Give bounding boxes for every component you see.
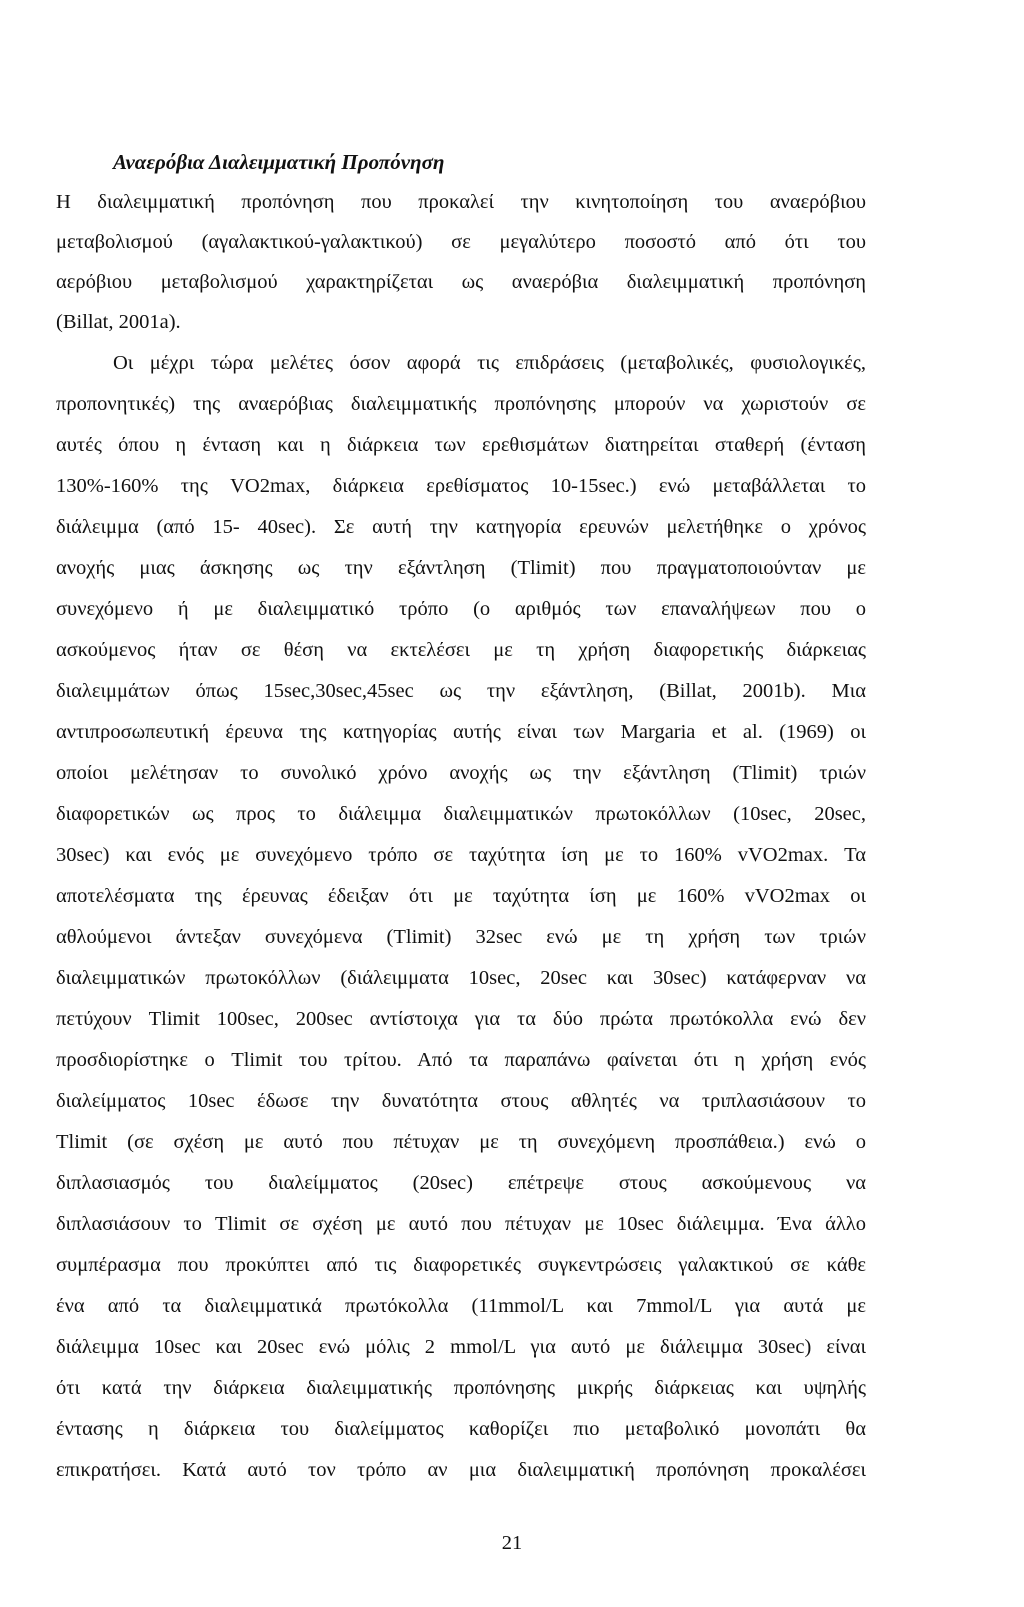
text-line: αποτελέσματα της έρευνας έδειξαν ότι με ταχύτητα ίση με 160% vVO2max οι xyxy=(56,885,866,907)
section-heading: Αναερόβια Διαλειμματική Προπόνηση xyxy=(113,150,445,174)
text-line: 130%-160% της VO2max, διάρκεια ερεθίσματος 10-15sec.) ενώ μεταβάλλεται το xyxy=(56,475,866,497)
text-line: Tlimit (σε σχέση με αυτό που πέτυχαν με τη συνεχόμενη προσπάθεια.) ενώ ο xyxy=(56,1131,866,1153)
text-line: ότι κατά την διάρκεια διαλειμματικής προπόνησης μικρής διάρκειας και υψηλής xyxy=(56,1377,866,1399)
text-line: αυτές όπου η ένταση και η διάρκεια των ερεθισμάτων διατηρείται σταθερή (ένταση xyxy=(56,434,866,456)
text-line: έντασης η διάρκεια του διαλείμματος καθορίζει πιο μεταβολικό μονοπάτι θα xyxy=(56,1418,866,1440)
text-line: ανοχής μιας άσκησης ως την εξάντληση (Tlimit) που πραγματοποιούνταν με xyxy=(56,557,866,579)
text-line: Οι μέχρι τώρα μελέτες όσον αφορά τις επιδράσεις (μεταβολικές, φυσιολογικές, xyxy=(113,352,866,374)
text-line: Η διαλειμματική προπόνηση που προκαλεί την κινητοποίηση του αναερόβιου xyxy=(56,191,866,213)
text-line: προσδιορίστηκε ο Tlimit του τρίτου. Από τα παραπάνω φαίνεται ότι η χρήση ενός xyxy=(56,1049,866,1071)
text-line: αντιπροσωπευτική έρευνα της κατηγορίας αυτής είναι των Margaria et al. (1969) οι xyxy=(56,721,866,743)
text-line: διπλασιάσουν το Tlimit σε σχέση με αυτό που πέτυχαν με 10sec διάλειμμα. Ένα άλλο xyxy=(56,1213,866,1235)
page-number: 21 xyxy=(501,1532,523,1554)
text-line: ασκούμενος ήταν σε θέση να εκτελέσει με τη χρήση διαφορετικής διάρκειας xyxy=(56,639,866,661)
text-line: διπλασιασμός του διαλείμματος (20sec) επέτρεψε στους ασκούμενους να xyxy=(56,1172,866,1194)
text-line: προπονητικές) της αναερόβιας διαλειμματικής προπόνησης μπορούν να χωριστούν σε xyxy=(56,393,866,415)
text-line: ένα από τα διαλειμματικά πρωτόκολλα (11mmol/L και 7mmol/L για αυτά με xyxy=(56,1295,866,1317)
text-line: διάλειμμα (από 15- 40sec). Σε αυτή την κατηγορία ερευνών μελετήθηκε ο χρόνος xyxy=(56,516,866,538)
text-line: (Billat, 2001a). xyxy=(56,311,181,333)
text-line: πετύχουν Tlimit 100sec, 200sec αντίστοιχα για τα δύο πρώτα πρωτόκολλα ενώ δεν xyxy=(56,1008,866,1030)
text-line: διαφορετικών ως προς το διάλειμμα διαλειμματικών πρωτοκόλλων (10sec, 20sec, xyxy=(56,803,866,825)
text-line: διαλείμματος 10sec έδωσε την δυνατότητα στους αθλητές να τριπλασιάσουν το xyxy=(56,1090,866,1112)
text-line: διαλειμμάτων όπως 15sec,30sec,45sec ως την εξάντληση, (Billat, 2001b). Μια xyxy=(56,680,866,702)
text-line: συνεχόμενο ή με διαλειμματικό τρόπο (ο αριθμός των επαναλήψεων που ο xyxy=(56,598,866,620)
text-line: μεταβολισμού (αγαλακτικού-γαλακτικού) σε μεγαλύτερο ποσοστό από ότι του xyxy=(56,231,866,253)
text-line: αθλούμενοι άντεξαν συνεχόμενα (Tlimit) 32sec ενώ με τη χρήση των τριών xyxy=(56,926,866,948)
text-line: 30sec) και ενός με συνεχόμενο τρόπο σε ταχύτητα ίση με το 160% vVO2max. Τα xyxy=(56,844,866,866)
text-line: διαλειμματικών πρωτοκόλλων (διάλειμματα 10sec, 20sec και 30sec) κατάφερναν να xyxy=(56,967,866,989)
text-line: αερόβιου μεταβολισμού χαρακτηρίζεται ως αναερόβια διαλειμματική προπόνηση xyxy=(56,271,866,293)
text-line: επικρατήσει. Κατά αυτό τον τρόπο αν μια διαλειμματική προπόνηση προκαλέσει xyxy=(56,1459,866,1481)
text-line: συμπέρασμα που προκύπτει από τις διαφορετικές συγκεντρώσεις γαλακτικού σε κάθε xyxy=(56,1254,866,1276)
text-line: οποίοι μελέτησαν το συνολικό χρόνο ανοχής ως την εξάντληση (Tlimit) τριών xyxy=(56,762,866,784)
text-line: διάλειμμα 10sec και 20sec ενώ μόλις 2 mmol/L για αυτό με διάλειμμα 30sec) είναι xyxy=(56,1336,866,1358)
